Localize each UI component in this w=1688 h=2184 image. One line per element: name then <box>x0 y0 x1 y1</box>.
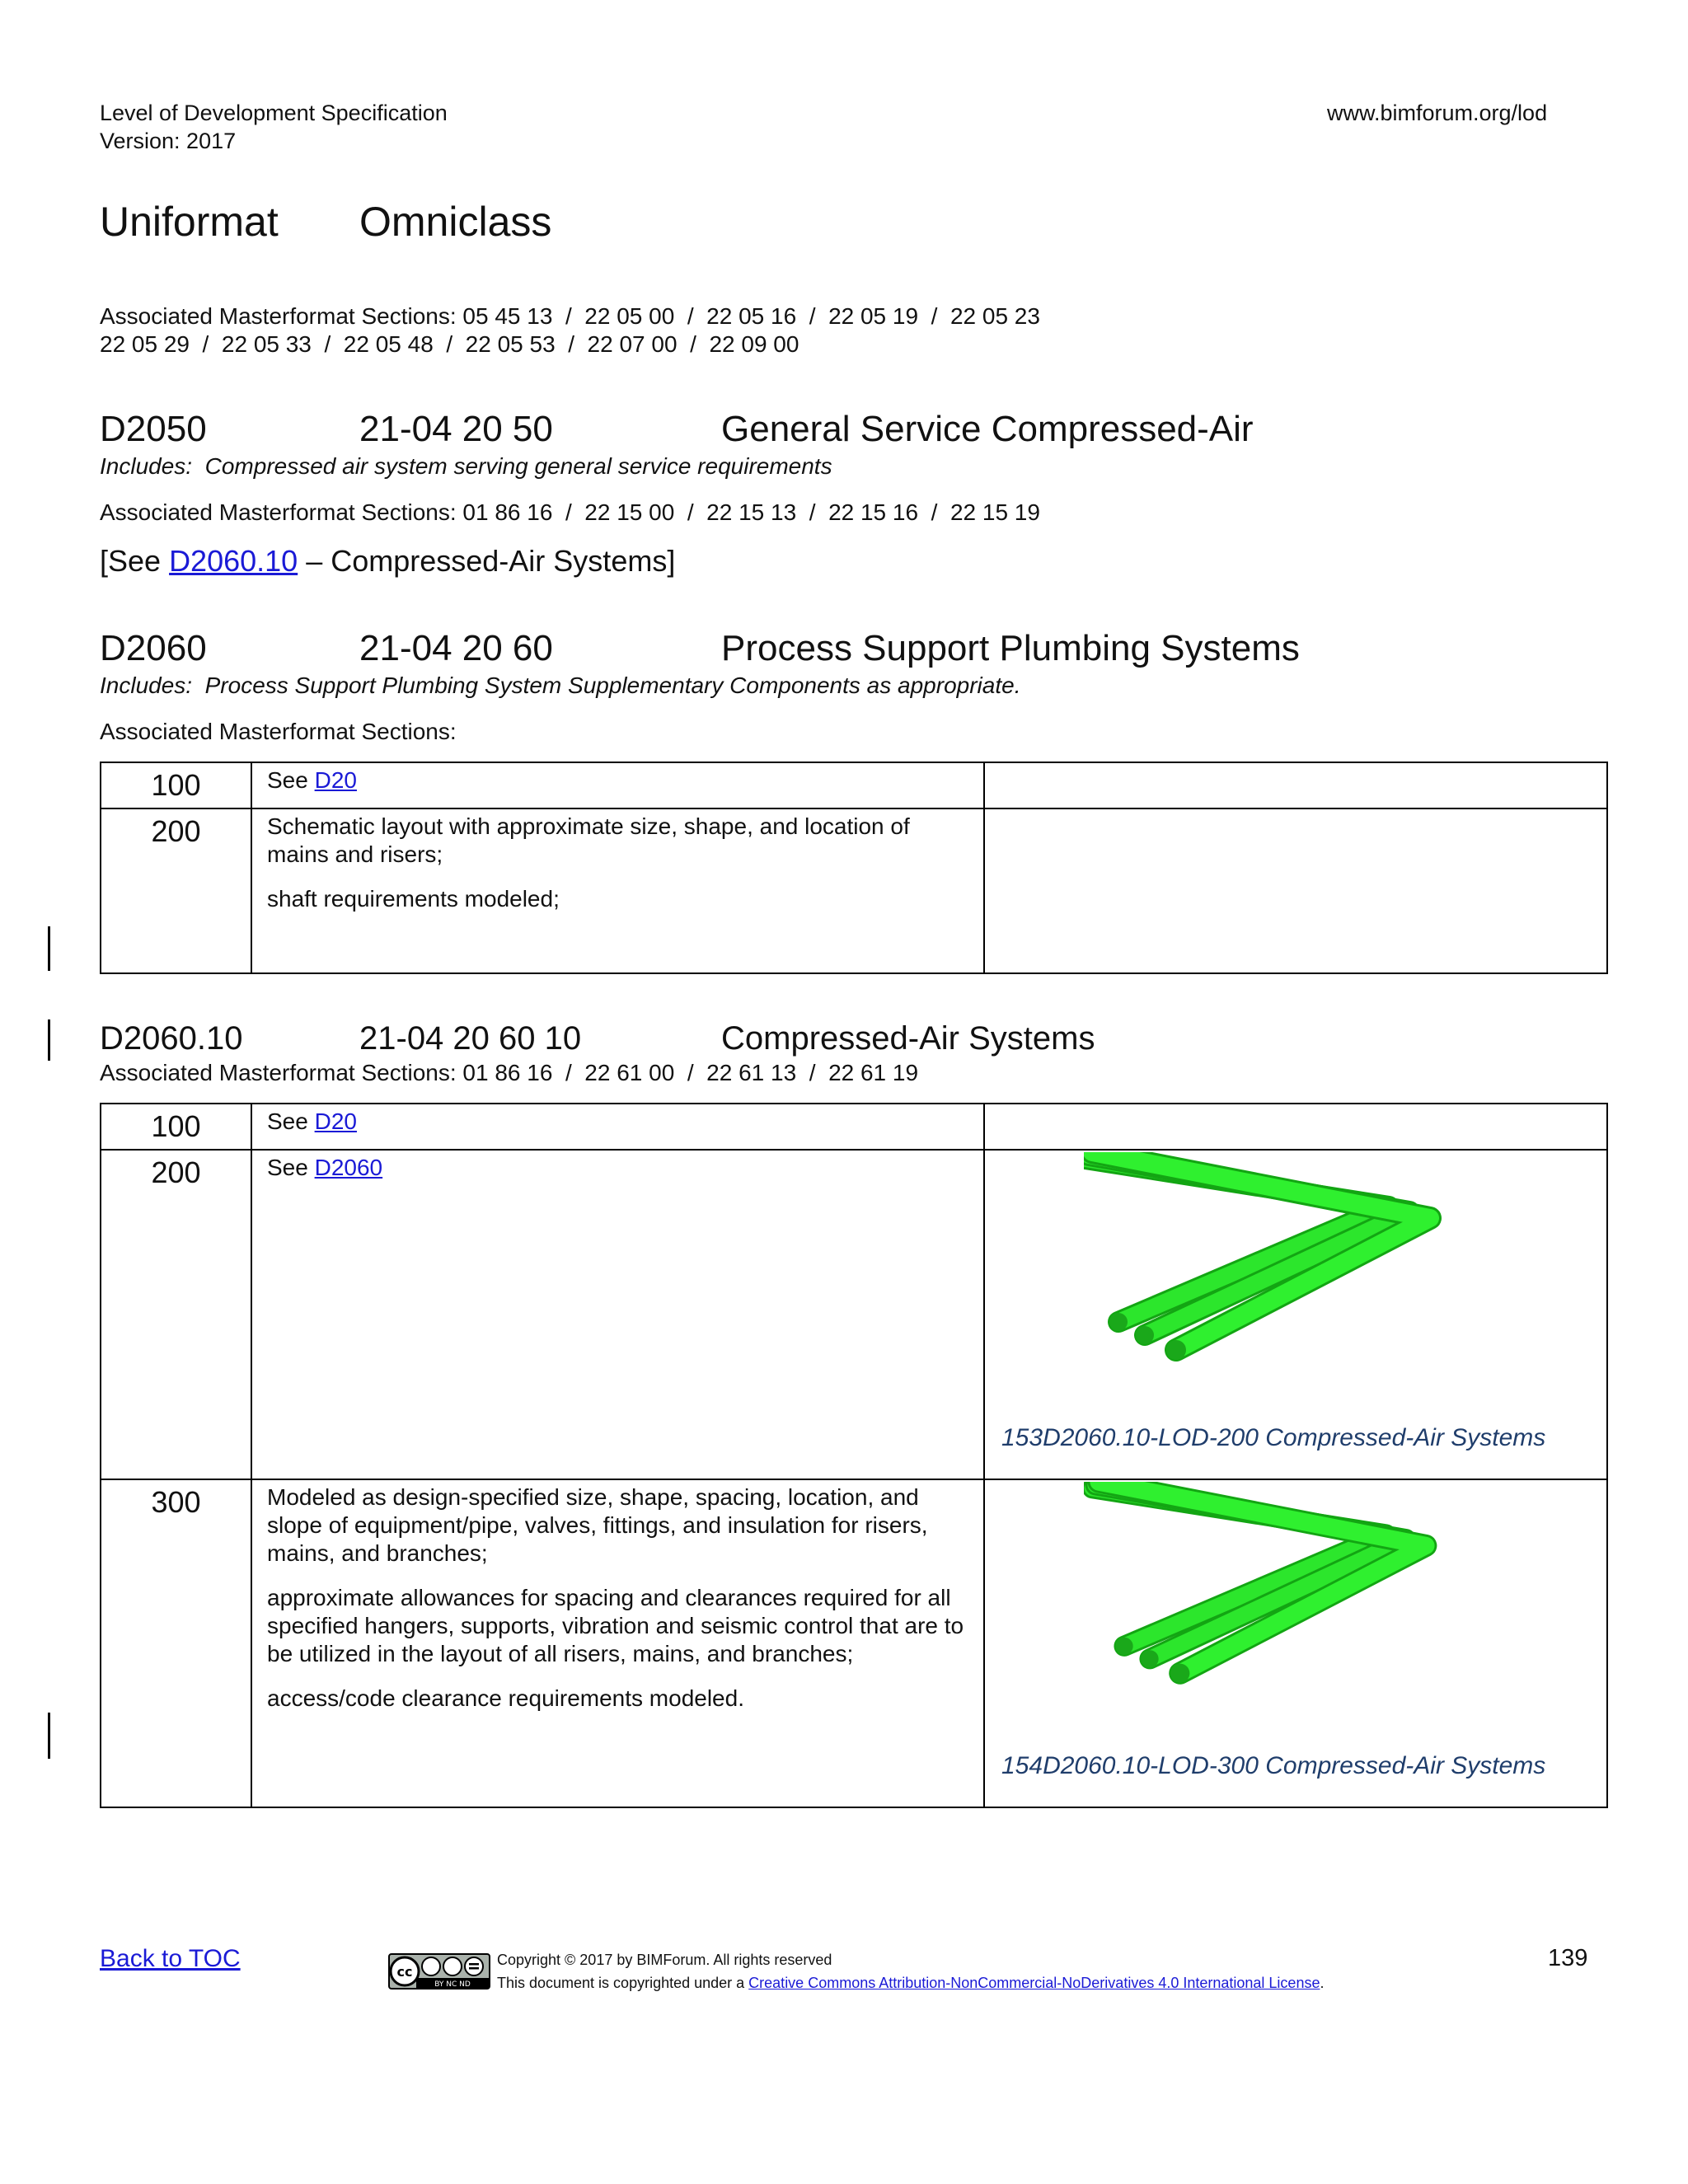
lod-paragraph: Modeled as design-specified size, shape, spacing, location, and slope of equipment/pipe, valves, fittings, and insulation for risers, mains, and branches; <box>267 1484 928 1566</box>
d2060-10-title: Compressed-Air Systems <box>721 1020 1095 1057</box>
lod-level: 100 <box>101 762 251 808</box>
svg-text:cc: cc <box>396 1964 413 1980</box>
lod-description <box>251 1479 984 1807</box>
d2050-code: D2050 <box>100 409 207 449</box>
see-prefix: See <box>267 1108 315 1134</box>
d2050-masterformat: Associated Masterformat Sections: 01 86 16 / 22 15 00 / 22 15 13 / 22 15 16 / 22 15 19 <box>100 499 1040 525</box>
page-number: 139 <box>1548 1945 1588 1971</box>
pipe-model-image <box>1084 1482 1512 1729</box>
website-url: www.bimforum.org/lod <box>1327 101 1548 125</box>
document-title: Level of Development Specification <box>100 101 448 125</box>
lod-image-cell <box>984 1104 1607 1150</box>
lod-paragraph: access/code clearance requirements modeled. <box>267 1685 744 1711</box>
uniformat-heading: Uniformat <box>100 199 279 245</box>
lod-image-cell <box>984 762 1607 808</box>
lod-image-cell <box>984 1479 1607 1807</box>
d2060-title: Process Support Plumbing Systems <box>721 628 1300 668</box>
license-suffix: . <box>1320 1975 1325 1991</box>
d2060-10-lod-table <box>100 1103 1608 1808</box>
table-row <box>101 808 1607 973</box>
creative-commons-badge-icon <box>388 1953 490 1990</box>
caption-number: 154 <box>1001 1752 1043 1779</box>
table-row <box>101 762 1607 808</box>
copyright-text: Copyright © 2017 by BIMForum. All rights reserved <box>497 1952 832 1968</box>
caption-number: 153 <box>1001 1424 1043 1451</box>
caption-text: D2060.10-LOD-300 Compressed-Air Systems <box>1043 1752 1546 1779</box>
lod-image-cell <box>984 1150 1607 1479</box>
lod-paragraph: shaft requirements modeled; <box>267 886 560 912</box>
lod-level: 200 <box>101 808 251 973</box>
d2050-includes: Includes: Compressed air system serving general service requirements <box>100 453 832 479</box>
change-bar <box>48 926 50 971</box>
table-row <box>101 1104 1607 1150</box>
d2050-title: General Service Compressed-Air <box>721 409 1254 449</box>
masterformat-sections-line1: Associated Masterformat Sections: 05 45 13 / 22 05 00 / 22 05 16 / 22 05 19 / 22 05 23 <box>100 303 1040 329</box>
d2060-10-link[interactable]: D2060.10 <box>169 544 298 578</box>
d2060-omniclass: 21-04 20 60 <box>359 628 553 668</box>
d2060-10-code: D2060.10 <box>100 1020 243 1057</box>
d2060-10-omniclass: 21-04 20 60 10 <box>359 1020 582 1057</box>
masterformat-sections-line2: 22 05 29 / 22 05 33 / 22 05 48 / 22 05 53 / 22 07 00 / 22 09 00 <box>100 331 799 357</box>
table-row <box>101 1479 1607 1807</box>
lod-paragraph: Schematic layout with approximate size, shape, and location of mains and risers; <box>267 813 910 867</box>
lod-description <box>251 808 984 973</box>
d2060-code: D2060 <box>100 628 207 668</box>
lod-level: 200 <box>101 1150 251 1479</box>
omniclass-heading: Omniclass <box>359 199 552 245</box>
back-to-toc-link[interactable]: Back to TOC <box>100 1945 241 1972</box>
license-prefix: This document is copyrighted under a <box>497 1975 749 1991</box>
d2060-masterformat: Associated Masterformat Sections: <box>100 719 457 744</box>
d20-link[interactable]: D20 <box>314 767 357 793</box>
d2060-lod-table <box>100 762 1608 974</box>
change-bar <box>48 1019 50 1061</box>
lod-image-cell <box>984 808 1607 973</box>
figure-caption-153 <box>1001 1424 1545 1452</box>
see-prefix: See <box>267 1155 315 1180</box>
see-suffix: – Compressed-Air Systems] <box>298 544 676 578</box>
d2050-omniclass: 21-04 20 50 <box>359 409 553 449</box>
document-version: Version: 2017 <box>100 129 237 153</box>
lod-level: 300 <box>101 1479 251 1807</box>
d2050-see-reference <box>100 544 675 579</box>
lod-paragraph: approximate allowances for spacing and clearances required for all specified hangers, supports, vibration and seismic control that are to be utilized in the layout of all risers, mains, and branches; <box>267 1585 964 1666</box>
license-text <box>497 1971 1324 1994</box>
see-prefix: [See <box>100 544 170 578</box>
change-bar <box>48 1713 50 1759</box>
creative-commons-license-link[interactable]: Creative Commons Attribution-NonCommercial-NoDerivatives 4.0 International License <box>748 1975 1320 1991</box>
caption-text: D2060.10-LOD-200 Compressed-Air Systems <box>1043 1424 1546 1451</box>
d2060-10-masterformat: Associated Masterformat Sections: 01 86 16 / 22 61 00 / 22 61 13 / 22 61 19 <box>100 1060 919 1085</box>
lod-description <box>251 1104 984 1150</box>
see-prefix: See <box>267 767 315 793</box>
table-row <box>101 1150 1607 1479</box>
lod-description <box>251 762 984 808</box>
figure-caption-154 <box>1001 1752 1545 1780</box>
d2060-link[interactable]: D2060 <box>314 1155 383 1180</box>
pipe-model-image <box>1084 1152 1512 1408</box>
cc-badge-text: BY NC ND <box>434 1980 471 1989</box>
d20-link[interactable]: D20 <box>314 1108 357 1134</box>
d2060-includes: Includes: Process Support Plumbing System Supplementary Components as appropriate. <box>100 673 1021 698</box>
lod-description <box>251 1150 984 1479</box>
lod-level: 100 <box>101 1104 251 1150</box>
